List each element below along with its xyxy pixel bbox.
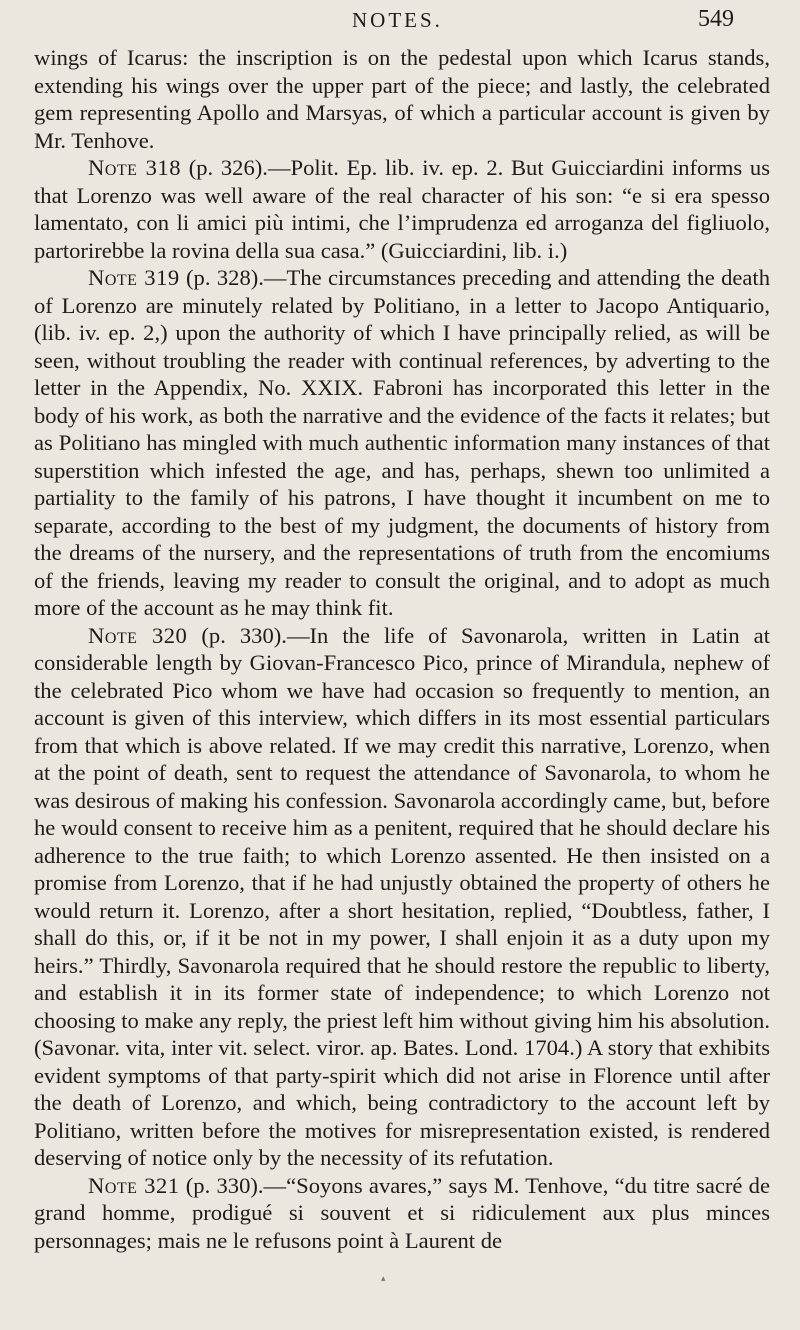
note-label: Note 320 <box>88 622 188 648</box>
note-text: (p. 330).—“Soyons avares,” says M. Tenhove, “du titre sacré de grand homme, prodigué si souvent et si ridiculement aux plus minces personnages; mais ne le refusons point à Laurent de <box>34 1172 770 1253</box>
note-label: Note 319 <box>88 265 180 290</box>
note-321 <box>34 1172 770 1255</box>
note-319 <box>34 264 770 622</box>
note-text: (p. 330).—In the life of Savonarola, written in Latin at considerable length by Giovan-Francesco Pico, prince of Mirandula, nephew of the celebrated Pico whom we have had occasion so frequently to mention, an account is given of this interview, which differs in its most essential particulars from that which is above related. If we may credit this narrative, Lorenzo, when at the point of death, sent to request the attendance of Savonarola, to whom he was desirous of making his confession. Savonarola accordingly came, but, before he would consent to receive him as a penitent, required that he should declare his adherence to the true faith; to which Lorenzo assented. He then insisted on a promise from Lorenzo, that if he had unjustly obtained the property of others he would return it. Lorenzo, after a short hesitation, replied, “Doubtless, father, I shall do this, or, if it be not in my power, I shall enjoin it as a duty upon my heirs.” Thirdly, Savonarola required that he should restore the republic to liberty, and establish it in its former state of independence; to which Lorenzo not choosing to make any reply, the priest left him without giving him his absolution. (Savonar. vita, inter vit. select. viror. ap. Bates. Lond. 1704.) A story that exhibits evident symptoms of that party-spirit which did not arise in Florence until after the death of Lorenzo, and which, being contradictory to the account left by Politiano, written before the motives for misrepresentation existed, is rendered deserving of notice only by the necessity of its refutation. <box>34 622 770 1170</box>
printer-mark: ▴ <box>381 1274 386 1284</box>
page-number: 549 <box>698 6 734 32</box>
note-text: (p. 328).—The circumstances preceding and attending the death of Lorenzo are minutely related by Politiano, in a letter to Jacopo Antiquario, (lib. iv. ep. 2,) upon the authority of which I have principally relied, as will be seen, without troubling the reader with continual references, by adverting to the letter in the Appendix, No. XXIX. Fabroni has incorporated this letter in the body of his work, as both the narrative and the evidence of the facts it relates; but as Politiano has mingled with much authentic information many instances of that superstition which infested the age, and has, perhaps, shewn too unlimited a partiality to the family of his patrons, I have thought it incumbent on me to separate, according to the best of my judgment, the documents of history from the dreams of the nursery, and the representations of truth from the encomiums of the friends, leaving my reader to consult the original, and to adopt as much more of the account as he may think fit. <box>34 265 770 620</box>
note-320 <box>34 622 770 1172</box>
note-label: Note 321 <box>88 1172 180 1198</box>
paragraph-text: wings of Icarus: the inscription is on the pedestal upon which Icarus stands, extending his wings over the upper part of the piece; and lastly, the celebrated gem representing Apollo and Marsyas, of which a particular account is given by Mr. Tenhove. <box>34 45 770 153</box>
page-header <box>34 0 770 48</box>
running-head: NOTES. <box>352 8 443 32</box>
note-label: Note 318 <box>88 155 182 180</box>
notes-body <box>34 44 770 1254</box>
continued-paragraph <box>34 44 770 154</box>
note-text: (p. 326).—Polit. Ep. lib. iv. ep. 2. But Guicciardini informs us that Lorenzo was well aware of the real character of his son: “e si era spesso lamentato, con li amici più intimi, che l’imprudenza ed arroganza del figliuolo, partorirebbe la rovina della sua casa.” (Guicciardini, lib. i.) <box>34 155 770 263</box>
note-318 <box>34 154 770 264</box>
